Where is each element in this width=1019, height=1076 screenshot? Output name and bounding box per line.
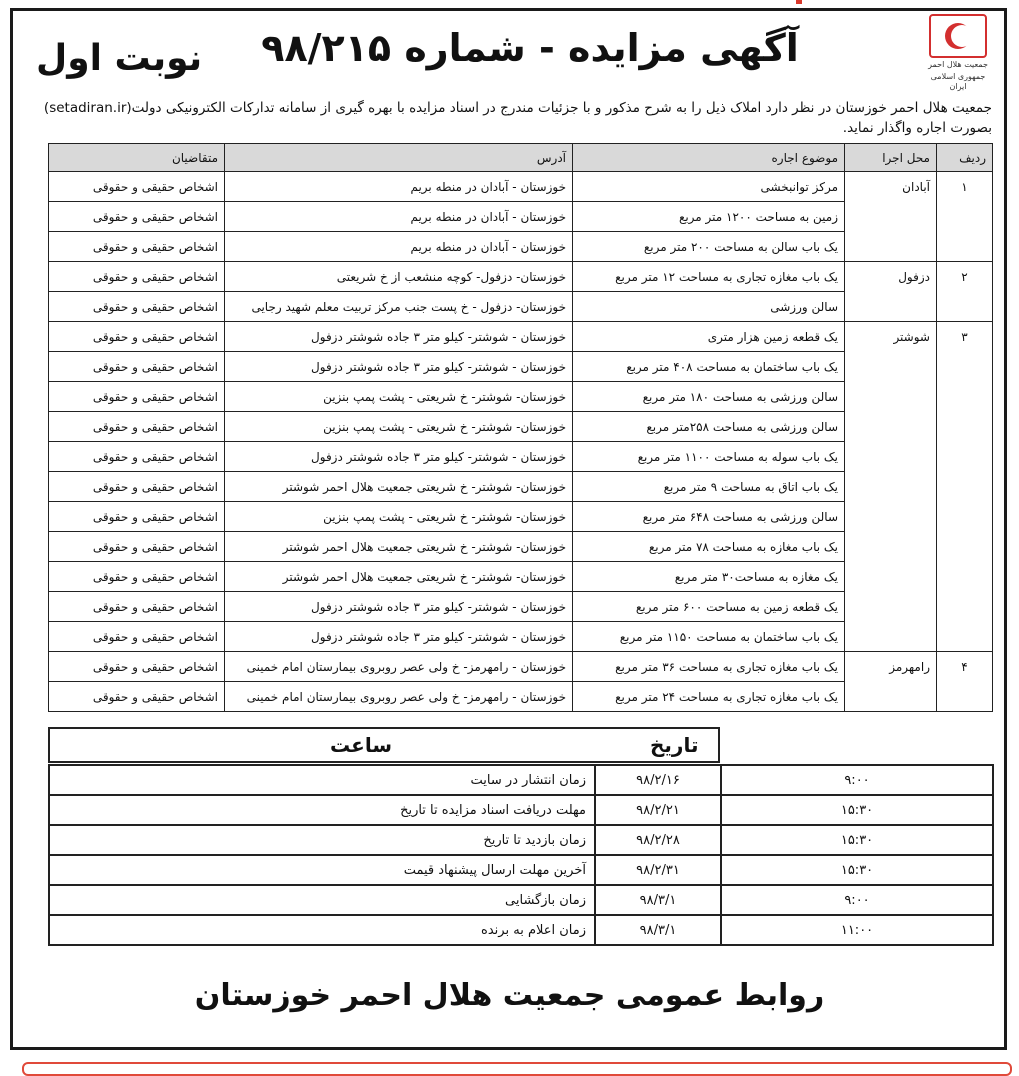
header-applicants: متقاضیان <box>49 144 225 172</box>
subject-cell: مرکز توانبخشی <box>573 172 845 202</box>
address-cell: خوزستان - آبادان در منطه بریم <box>225 232 573 262</box>
time-cell: ۱۱:۰۰ <box>721 915 993 945</box>
address-cell: خوزستان- شوشتر- خ شریعتی - پشت پمپ بنزین <box>225 382 573 412</box>
properties-table-body <box>49 172 993 712</box>
round-label: نوبت اول <box>36 38 203 79</box>
table-row <box>49 652 993 682</box>
subject-cell: سالن ورزشی به مساحت ۲۵۸متر مربع <box>573 412 845 442</box>
schedule-table-body <box>49 765 993 945</box>
date-cell: ۹۸/۳/۱ <box>595 885 721 915</box>
applicant-cell: اشخاص حقیقی و حقوقی <box>49 232 225 262</box>
header-place: محل اجرا <box>845 144 937 172</box>
applicant-cell: اشخاص حقیقی و حقوقی <box>49 472 225 502</box>
subject-cell: یک باب ساختمان به مساحت ۱۱۵۰ متر مربع <box>573 622 845 652</box>
address-cell: خوزستان- شوشتر- خ شریعتی جمعیت هلال احمر شوشتر <box>225 472 573 502</box>
address-cell: خوزستان - شوشتر- کیلو متر ۳ جاده شوشتر دزفول <box>225 322 573 352</box>
address-cell: خوزستان - شوشتر- کیلو متر ۳ جاده شوشتر دزفول <box>225 592 573 622</box>
subject-cell: یک مغازه به مساحت۳۰ متر مربع <box>573 562 845 592</box>
address-cell: خوزستان- شوشتر- خ شریعتی جمعیت هلال احمر شوشتر <box>225 562 573 592</box>
applicant-cell: اشخاص حقیقی و حقوقی <box>49 502 225 532</box>
schedule-row <box>49 795 993 825</box>
logo-box <box>929 14 987 58</box>
schedule-header <box>48 727 720 763</box>
applicant-cell: اشخاص حقیقی و حقوقی <box>49 592 225 622</box>
subject-cell: یک باب اتاق به مساحت ۹ متر مربع <box>573 472 845 502</box>
applicant-cell: اشخاص حقیقی و حقوقی <box>49 352 225 382</box>
logo-caption-1: جمعیت هلال احمر <box>928 60 988 69</box>
date-cell: ۹۸/۳/۱ <box>595 915 721 945</box>
subject-cell: زمین به مساحت ۱۲۰۰ متر مربع <box>573 202 845 232</box>
date-cell: ۹۸/۲/۲۸ <box>595 825 721 855</box>
address-cell: خوزستان- شوشتر- خ شریعتی - پشت پمپ بنزین <box>225 412 573 442</box>
header-address: آدرس <box>225 144 573 172</box>
schedule-row <box>49 855 993 885</box>
intro-paragraph: جمعیت هلال احمر خوزستان در نظر دارد املاک ذیل را به شرح مذکور و با جزئیات مندرج در اسناد مزایده با بهره گیری از سامانه تدارکات الکترونیکی دولت(setadiran.ir) بصورت اجاره واگذار نماید. <box>43 100 992 136</box>
address-cell: خوزستان - رامهرمز- خ ولی عصر روبروی بیمارستان امام خمینی <box>225 682 573 712</box>
applicant-cell: اشخاص حقیقی و حقوقی <box>49 532 225 562</box>
date-cell: ۹۸/۲/۱۶ <box>595 765 721 795</box>
address-cell: خوزستان - آبادان در منطه بریم <box>225 172 573 202</box>
address-cell: خوزستان- شوشتر- خ شریعتی جمعیت هلال احمر شوشتر <box>225 532 573 562</box>
schedule-row <box>49 765 993 795</box>
logo-caption-2: جمهوری اسلامی ایران <box>930 72 986 91</box>
applicant-cell: اشخاص حقیقی و حقوقی <box>49 322 225 352</box>
properties-table <box>48 143 993 712</box>
schedule-label: زمان بازگشایی <box>49 885 595 915</box>
time-header: ساعت <box>330 733 393 757</box>
subject-cell: یک باب سالن به مساحت ۲۰۰ متر مربع <box>573 232 845 262</box>
subject-cell: سالن ورزشی به مساحت ۶۴۸ متر مربع <box>573 502 845 532</box>
place-cell: رامهرمز <box>845 652 937 712</box>
schedule-label: زمان بازدید تا تاریخ <box>49 825 595 855</box>
date-cell: ۹۸/۲/۳۱ <box>595 855 721 885</box>
address-cell: خوزستان- شوشتر- خ شریعتی - پشت پمپ بنزین <box>225 502 573 532</box>
applicant-cell: اشخاص حقیقی و حقوقی <box>49 412 225 442</box>
schedule-label: زمان انتشار در سایت <box>49 765 595 795</box>
subject-cell: یک باب ساختمان به مساحت ۴۰۸ متر مربع <box>573 352 845 382</box>
address-cell: خوزستان - شوشتر- کیلو متر ۳ جاده شوشتر دزفول <box>225 352 573 382</box>
applicant-cell: اشخاص حقیقی و حقوقی <box>49 202 225 232</box>
top-red-mark <box>796 0 802 4</box>
place-cell: شوشتر <box>845 322 937 652</box>
applicant-cell: اشخاص حقیقی و حقوقی <box>49 652 225 682</box>
address-cell: خوزستان - آبادان در منطه بریم <box>225 202 573 232</box>
subject-cell: سالن ورزشی <box>573 292 845 322</box>
time-cell: ۹:۰۰ <box>721 885 993 915</box>
row-number: ۳ <box>937 322 993 652</box>
header-row-number: ردیف <box>937 144 993 172</box>
applicant-cell: اشخاص حقیقی و حقوقی <box>49 382 225 412</box>
time-cell: ۱۵:۳۰ <box>721 795 993 825</box>
schedule-table <box>48 764 994 946</box>
bottom-red-border <box>22 1062 1012 1076</box>
subject-cell: یک باب مغازه تجاری به مساحت ۱۲ متر مربع <box>573 262 845 292</box>
time-cell: ۹:۰۰ <box>721 765 993 795</box>
applicant-cell: اشخاص حقیقی و حقوقی <box>49 172 225 202</box>
table-row <box>49 172 993 202</box>
row-number: ۴ <box>937 652 993 712</box>
applicant-cell: اشخاص حقیقی و حقوقی <box>49 442 225 472</box>
footer-signature: روابط عمومی جمعیت هلال احمر خوزستان <box>194 978 825 1013</box>
subject-cell: یک باب سوله به مساحت ۱۱۰۰ متر مربع <box>573 442 845 472</box>
header-subject: موضوع اجاره <box>573 144 845 172</box>
table-row <box>49 262 993 292</box>
subject-cell: یک باب مغازه تجاری به مساحت ۳۶ متر مربع <box>573 652 845 682</box>
schedule-row <box>49 915 993 945</box>
row-number: ۱ <box>937 172 993 262</box>
subject-cell: یک قطعه زمین به مساحت ۶۰۰ متر مربع <box>573 592 845 622</box>
subject-cell: یک باب مغازه تجاری به مساحت ۲۴ متر مربع <box>573 682 845 712</box>
applicant-cell: اشخاص حقیقی و حقوقی <box>49 292 225 322</box>
date-cell: ۹۸/۲/۲۱ <box>595 795 721 825</box>
row-number: ۲ <box>937 262 993 322</box>
schedule-label: آخرین مهلت ارسال پیشنهاد قیمت <box>49 855 595 885</box>
subject-cell: یک قطعه زمین هزار متری <box>573 322 845 352</box>
subject-cell: سالن ورزشی به مساحت ۱۸۰ متر مربع <box>573 382 845 412</box>
subject-cell: یک باب مغازه به مساحت ۷۸ متر مربع <box>573 532 845 562</box>
address-cell: خوزستان - رامهرمز- خ ولی عصر روبروی بیمارستان امام خمینی <box>225 652 573 682</box>
time-cell: ۱۵:۳۰ <box>721 855 993 885</box>
table-header-row <box>49 144 993 172</box>
applicant-cell: اشخاص حقیقی و حقوقی <box>49 622 225 652</box>
schedule-row <box>49 825 993 855</box>
schedule-label: زمان اعلام به برنده <box>49 915 595 945</box>
applicant-cell: اشخاص حقیقی و حقوقی <box>49 262 225 292</box>
date-header: تاریخ <box>650 733 699 757</box>
time-cell: ۱۵:۳۰ <box>721 825 993 855</box>
crescent-icon <box>931 16 985 56</box>
red-crescent-logo <box>922 14 994 96</box>
address-cell: خوزستان- دزفول - خ پست جنب مرکز تربیت معلم شهید رجایی <box>225 292 573 322</box>
address-cell: خوزستان - شوشتر- کیلو متر ۳ جاده شوشتر دزفول <box>225 442 573 472</box>
applicant-cell: اشخاص حقیقی و حقوقی <box>49 562 225 592</box>
schedule-row <box>49 885 993 915</box>
table-row <box>49 322 993 352</box>
address-cell: خوزستان - شوشتر- کیلو متر ۳ جاده شوشتر دزفول <box>225 622 573 652</box>
schedule-label: مهلت دریافت اسناد مزایده تا تاریخ <box>49 795 595 825</box>
place-cell: دزفول <box>845 262 937 322</box>
place-cell: آبادان <box>845 172 937 262</box>
applicant-cell: اشخاص حقیقی و حقوقی <box>49 682 225 712</box>
address-cell: خوزستان- دزفول- کوچه منشعب از خ شریعتی <box>225 262 573 292</box>
notice-title: آگهی مزایده - شماره ۹۸/۲۱۵ <box>261 26 799 70</box>
